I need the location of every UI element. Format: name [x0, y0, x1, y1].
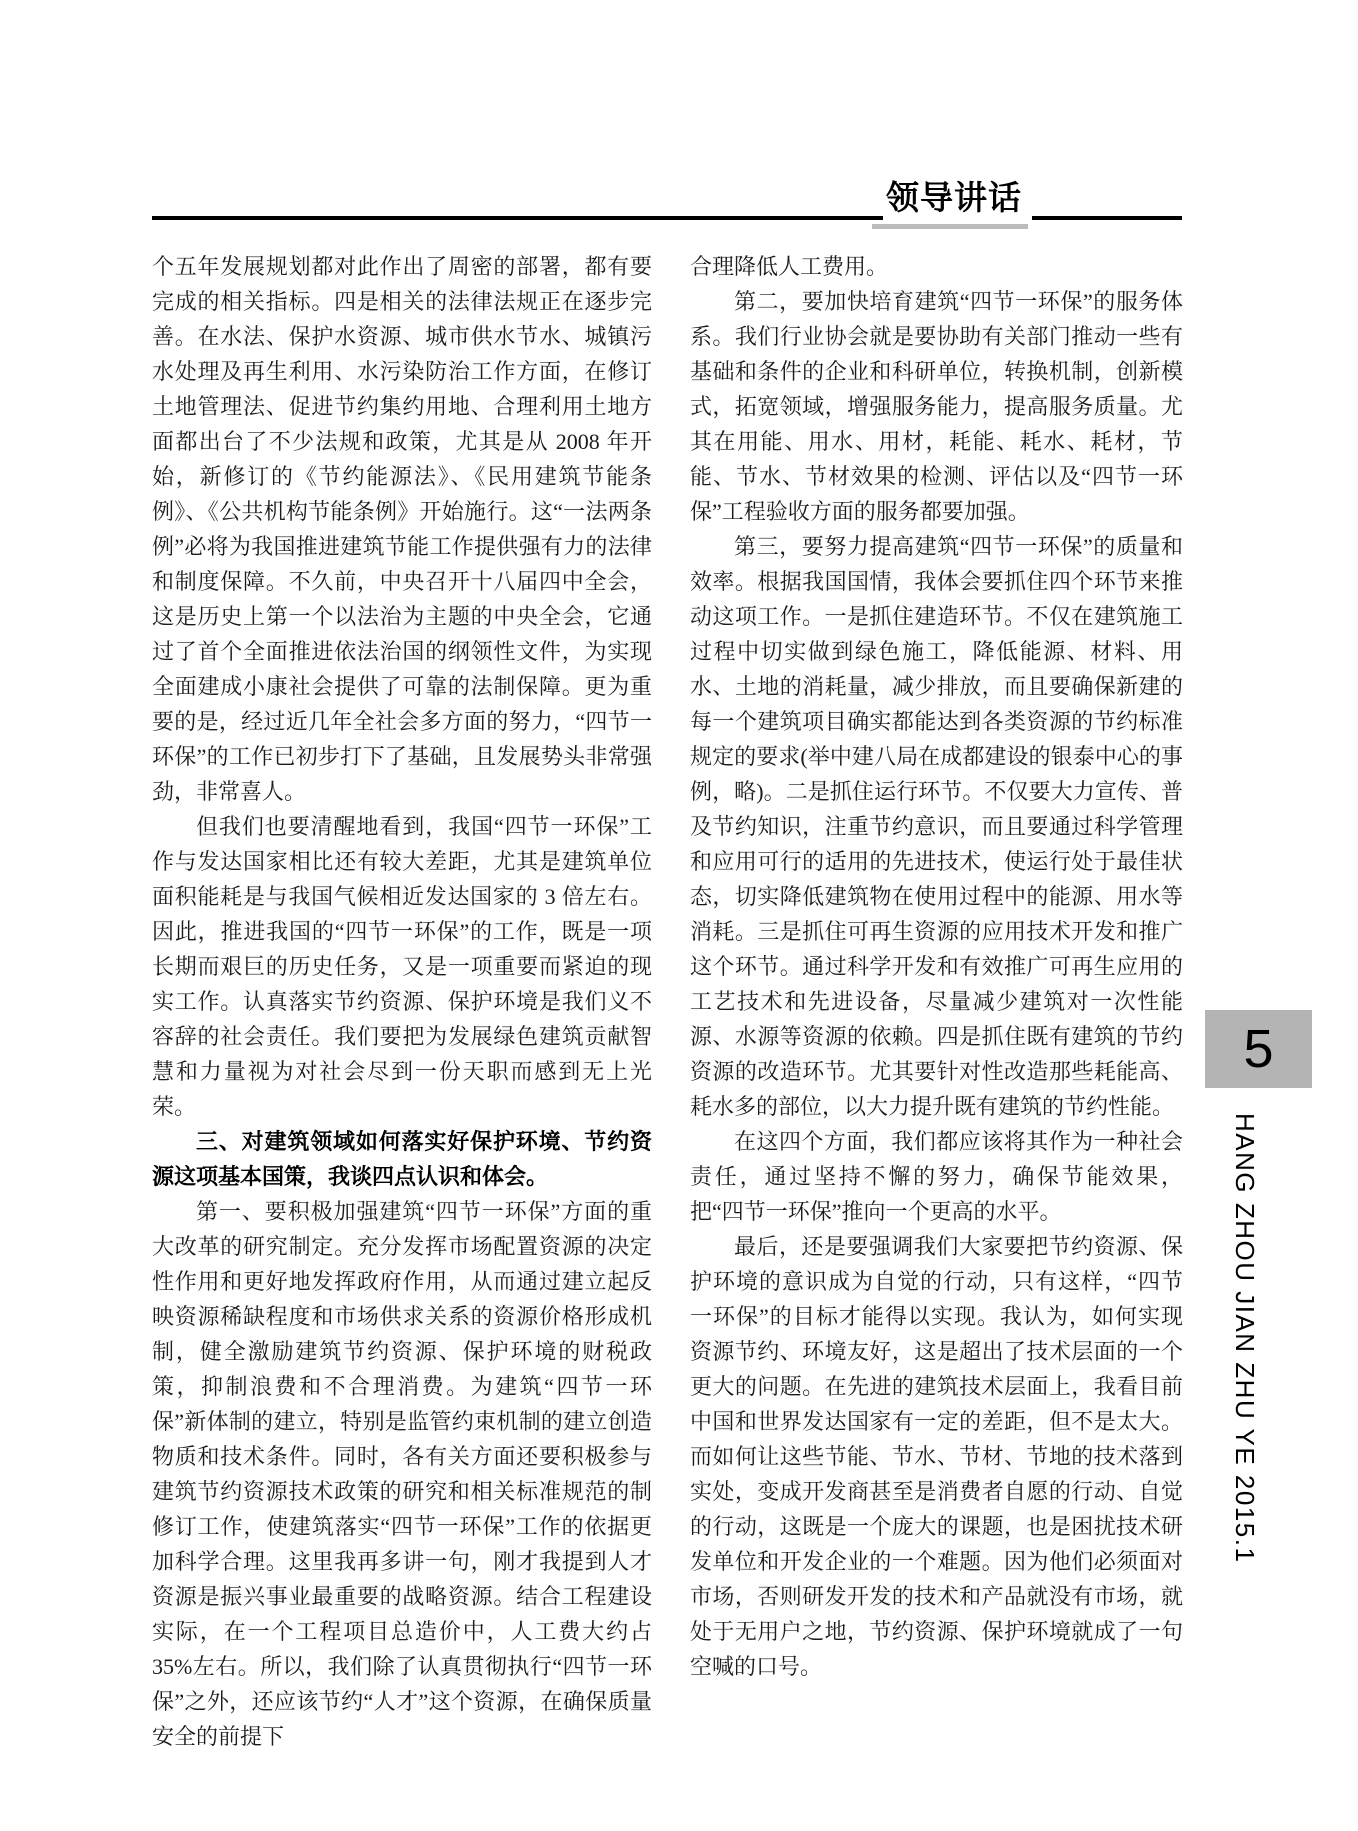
paragraph: 三、对建筑领域如何落实好保护环境、节约资源这项基本国策，我谈四点认识和体会。 [152, 1129, 652, 1189]
header-title-underline [872, 224, 1028, 229]
paragraph: 最后，还是要强调我们大家要把节约资源、保护环境的意识成为自觉的行动，只有这样，“四节一环保”的目标才能得以实现。我认为，如何实现资源节约、环境友好，这是超出了技术层面的一个更大的问题。在先进的建筑技术层面上，我看目前中国和世界发达国家有一定的差距，但不是太大。而如何让这些节能、节水、节材、节地的技术落到实处，变成开发商甚至是消费者自愿的行动、自觉的行动，这既是一个庞大的课题，也是困扰技术研发单位和开发企业的一个难题。因为他们必须面对市场，否则研发开发的技术和产品就没有市场，就处于无用户之地，节约资源、保护环境就成了一句空喊的口号。 [690, 1234, 1183, 1679]
paragraph: 合理降低人工费用。 [690, 254, 889, 279]
header-rule-right [1032, 216, 1182, 220]
journal-title-vertical: HANG ZHOU JIAN ZHU YE 2015.1 [1230, 1113, 1260, 1564]
page-number-box [1205, 1010, 1312, 1088]
paragraph: 个五年发展规划都对此作出了周密的部署，都有要完成的相关指标。四是相关的法律法规正在逐步完善。在水法、保护水资源、城市供水节水、城镇污水处理及再生利用、水污染防治工作方面，在修订土地管理法、促进节约集约用地、合理利用土地方面都出台了不少法规和政策，尤其是从 2008 年开始，新修订的《节约能源法》、《民用建筑节能条例》、《公共机构节能条例》开始施行。这“一法两条例”必将为我国推进建筑节能工作提供强有力的法律和制度保障。不久前，中央召开十八届四中全会，这是历史上第一个以法治为主题的中央全会，它通过了首个全面推进依法治国的纲领性文件，为实现全面建成小康社会提供了可靠的法制保障。更为重要的是，经过近几年全社会多方面的努力，“四节一环保”的工作已初步打下了基础，且发展势头非常强劲，非常喜人。 [152, 254, 652, 804]
paragraph: 第二，要加快培育建筑“四节一环保”的服务体系。我们行业协会就是要协助有关部门推动一些有基础和条件的企业和科研单位，转换机制，创新模式，拓宽领域，增强服务能力，提高服务质量。尤其在用能、用水、用材，耗能、耗水、耗材，节能、节水、节材效果的检测、评估以及“四节一环保”工程验收方面的服务都要加强。 [690, 289, 1183, 524]
text-column-left [152, 249, 652, 1754]
paragraph: 但我们也要清醒地看到，我国“四节一环保”工作与发达国家相比还有较大差距，尤其是建筑单位面积能耗是与我国气候相近发达国家的 3 倍左右。因此，推进我国的“四节一环保”的工作，既是一项长期而艰巨的历史任务，又是一项重要而紧迫的现实工作。认真落实节约资源、保护环境是我们义不容辞的社会责任。我们要把为发展绿色建筑贡献智慧和力量视为对社会尽到一份天职而感到无上光荣。 [152, 814, 652, 1119]
paragraph: 第三，要努力提高建筑“四节一环保”的质量和效率。根据我国国情，我体会要抓住四个环节来推动这项工作。一是抓住建造环节。不仅在建筑施工过程中切实做到绿色施工，降低能源、材料、用水、土地的消耗量，减少排放，而且要确保新建的每一个建筑项目确实都能达到各类资源的节约标准规定的要求(举中建八局在成都建设的银泰中心的事例，略)。二是抓住运行环节。不仅要大力宣传、普及节约知识，注重节约意识，而且要通过科学管理和应用可行的适用的先进技术，使运行处于最佳状态，切实降低建筑物在使用过程中的能源、用水等消耗。三是抓住可再生资源的应用技术开发和推广这个环节。通过科学开发和有效推广可再生应用的工艺技术和先进设备，尽量减少建筑对一次性能源、水源等资源的依赖。四是抓住既有建筑的节约资源的改造环节。尤其要针对性改造那些耗能高、耗水多的部位，以大力提升既有建筑的节约性能。 [690, 534, 1183, 1119]
page-number: 5 [1243, 1019, 1274, 1079]
paragraph: 在这四个方面，我们都应该将其作为一种社会责任，通过坚持不懈的努力，确保节能效果，把“四节一环保”推向一个更高的水平。 [690, 1129, 1183, 1224]
section-title: 领导讲话 [886, 179, 1022, 216]
paragraph: 第一、要积极加强建筑“四节一环保”方面的重大改革的研究制定。充分发挥市场配置资源的决定性作用和更好地发挥政府作用，从而通过建立起反映资源稀缺程度和市场供求关系的资源价格形成机制，健全激励建筑节约资源、保护环境的财税政策，抑制浪费和不合理消费。为建筑“四节一环保”新体制的建立，特别是监管约束机制的建立创造物质和技术条件。同时，各有关方面还要积极参与建筑节约资源技术政策的研究和相关标准规范的制修订工作，使建筑落实“四节一环保”工作的依据更加科学合理。这里我再多讲一句，刚才我提到人才资源是振兴事业最重要的战略资源。结合工程建设实际，在一个工程项目总造价中，人工费大约占 35%左右。所以，我们除了认真贯彻执行“四节一环保”之外，还应该节约“人才”这个资源，在确保质量安全的前提下 [152, 1199, 652, 1749]
header-rule-left [152, 216, 883, 220]
text-column-right [690, 249, 1183, 1684]
